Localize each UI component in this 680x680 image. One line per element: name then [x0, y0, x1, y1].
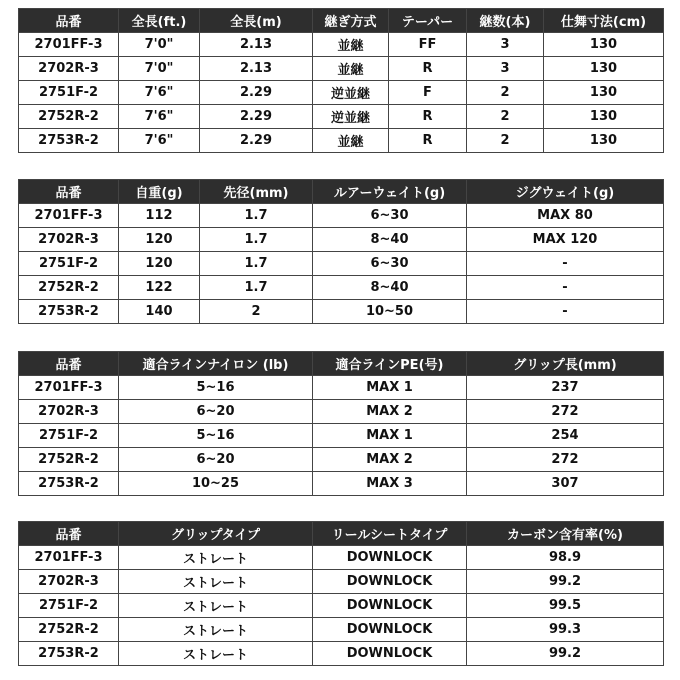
header-weight: 自重(g) [119, 180, 200, 204]
cell-length-ft: 7'0" [119, 33, 200, 57]
cell-tip-diameter: 1.7 [200, 204, 313, 228]
spec-table-weight [18, 179, 664, 324]
table-header-row [19, 9, 664, 33]
table-row [19, 448, 664, 472]
cell-reel-seat-type: DOWNLOCK [313, 546, 467, 570]
cell-model: 2751F-2 [19, 81, 119, 105]
cell-length-ft: 7'6" [119, 81, 200, 105]
table-row [19, 252, 664, 276]
table-row [19, 570, 664, 594]
cell-weight: 120 [119, 252, 200, 276]
header-carbon-content: カーボン含有率(%) [467, 522, 664, 546]
table-row [19, 204, 664, 228]
cell-lure-weight: 8~40 [313, 276, 467, 300]
cell-pieces: 2 [467, 81, 544, 105]
header-taper: テーパー [389, 9, 467, 33]
cell-model: 2701FF-3 [19, 376, 119, 400]
cell-weight: 112 [119, 204, 200, 228]
cell-length-m: 2.29 [200, 129, 313, 153]
cell-grip-length: 272 [467, 400, 664, 424]
cell-model: 2753R-2 [19, 642, 119, 666]
header-line-pe: 適合ラインPE(号) [313, 352, 467, 376]
cell-length-ft: 7'0" [119, 57, 200, 81]
cell-tip-diameter: 2 [200, 300, 313, 324]
table-row [19, 472, 664, 496]
header-model: 品番 [19, 352, 119, 376]
cell-pieces: 3 [467, 57, 544, 81]
cell-line-pe: MAX 1 [313, 424, 467, 448]
cell-reel-seat-type: DOWNLOCK [313, 594, 467, 618]
cell-lure-weight: 6~30 [313, 252, 467, 276]
cell-grip-length: 237 [467, 376, 664, 400]
cell-model: 2702R-3 [19, 400, 119, 424]
table-row [19, 546, 664, 570]
table-header-row [19, 522, 664, 546]
header-model: 品番 [19, 9, 119, 33]
cell-line-pe: MAX 3 [313, 472, 467, 496]
cell-closed-length: 130 [544, 57, 664, 81]
cell-model: 2753R-2 [19, 300, 119, 324]
cell-grip-length: 254 [467, 424, 664, 448]
header-lure-weight: ルアーウェイト(g) [313, 180, 467, 204]
table-row [19, 642, 664, 666]
cell-taper: R [389, 129, 467, 153]
cell-jig-weight: - [467, 252, 664, 276]
cell-line-nylon: 6~20 [119, 448, 313, 472]
cell-grip-type: ストレート [119, 570, 313, 594]
table-row [19, 424, 664, 448]
table-row [19, 57, 664, 81]
cell-closed-length: 130 [544, 81, 664, 105]
cell-tip-diameter: 1.7 [200, 276, 313, 300]
cell-grip-length: 272 [467, 448, 664, 472]
table-row [19, 594, 664, 618]
cell-carbon-content: 99.3 [467, 618, 664, 642]
header-joint-type: 継ぎ方式 [313, 9, 389, 33]
cell-pieces: 2 [467, 129, 544, 153]
cell-model: 2751F-2 [19, 594, 119, 618]
cell-jig-weight: - [467, 276, 664, 300]
cell-taper: R [389, 105, 467, 129]
cell-length-m: 2.29 [200, 81, 313, 105]
cell-taper: FF [389, 33, 467, 57]
table-row [19, 105, 664, 129]
cell-joint-type: 並継 [313, 57, 389, 81]
cell-reel-seat-type: DOWNLOCK [313, 618, 467, 642]
cell-grip-type: ストレート [119, 642, 313, 666]
table-row [19, 33, 664, 57]
cell-tip-diameter: 1.7 [200, 252, 313, 276]
cell-line-pe: MAX 2 [313, 400, 467, 424]
cell-closed-length: 130 [544, 105, 664, 129]
cell-length-m: 2.29 [200, 105, 313, 129]
table-row [19, 129, 664, 153]
cell-taper: F [389, 81, 467, 105]
table-row [19, 376, 664, 400]
cell-closed-length: 130 [544, 33, 664, 57]
cell-grip-type: ストレート [119, 618, 313, 642]
cell-carbon-content: 99.2 [467, 570, 664, 594]
cell-grip-type: ストレート [119, 594, 313, 618]
cell-model: 2702R-3 [19, 57, 119, 81]
cell-closed-length: 130 [544, 129, 664, 153]
cell-line-nylon: 5~16 [119, 376, 313, 400]
cell-jig-weight: MAX 120 [467, 228, 664, 252]
cell-model: 2752R-2 [19, 618, 119, 642]
cell-model: 2751F-2 [19, 252, 119, 276]
cell-joint-type: 逆並継 [313, 81, 389, 105]
table-row [19, 81, 664, 105]
cell-line-nylon: 10~25 [119, 472, 313, 496]
header-model: 品番 [19, 522, 119, 546]
cell-model: 2751F-2 [19, 424, 119, 448]
cell-reel-seat-type: DOWNLOCK [313, 570, 467, 594]
cell-model: 2701FF-3 [19, 546, 119, 570]
cell-model: 2702R-3 [19, 570, 119, 594]
cell-grip-type: ストレート [119, 546, 313, 570]
header-tip-diameter: 先径(mm) [200, 180, 313, 204]
header-model: 品番 [19, 180, 119, 204]
cell-model: 2701FF-3 [19, 204, 119, 228]
cell-weight: 122 [119, 276, 200, 300]
cell-length-ft: 7'6" [119, 105, 200, 129]
header-reel-seat-type: リールシートタイプ [313, 522, 467, 546]
table-row [19, 228, 664, 252]
table-row [19, 300, 664, 324]
cell-model: 2701FF-3 [19, 33, 119, 57]
cell-line-nylon: 5~16 [119, 424, 313, 448]
spec-table-length [18, 8, 664, 153]
cell-pieces: 3 [467, 33, 544, 57]
cell-tip-diameter: 1.7 [200, 228, 313, 252]
header-pieces: 継数(本) [467, 9, 544, 33]
cell-model: 2702R-3 [19, 228, 119, 252]
cell-grip-length: 307 [467, 472, 664, 496]
header-grip-length: グリップ長(mm) [467, 352, 664, 376]
cell-joint-type: 並継 [313, 33, 389, 57]
cell-length-m: 2.13 [200, 57, 313, 81]
cell-lure-weight: 6~30 [313, 204, 467, 228]
header-grip-type: グリップタイプ [119, 522, 313, 546]
cell-jig-weight: MAX 80 [467, 204, 664, 228]
cell-joint-type: 逆並継 [313, 105, 389, 129]
cell-model: 2753R-2 [19, 129, 119, 153]
cell-pieces: 2 [467, 105, 544, 129]
table-header-row [19, 180, 664, 204]
cell-line-pe: MAX 2 [313, 448, 467, 472]
header-length-m: 全長(m) [200, 9, 313, 33]
cell-carbon-content: 99.5 [467, 594, 664, 618]
cell-taper: R [389, 57, 467, 81]
cell-reel-seat-type: DOWNLOCK [313, 642, 467, 666]
cell-carbon-content: 98.9 [467, 546, 664, 570]
header-jig-weight: ジグウェイト(g) [467, 180, 664, 204]
cell-model: 2752R-2 [19, 448, 119, 472]
cell-lure-weight: 8~40 [313, 228, 467, 252]
cell-model: 2753R-2 [19, 472, 119, 496]
cell-weight: 140 [119, 300, 200, 324]
cell-length-ft: 7'6" [119, 129, 200, 153]
header-line-nylon: 適合ラインナイロン (lb) [119, 352, 313, 376]
table-row [19, 618, 664, 642]
cell-lure-weight: 10~50 [313, 300, 467, 324]
table-row [19, 276, 664, 300]
cell-joint-type: 並継 [313, 129, 389, 153]
cell-carbon-content: 99.2 [467, 642, 664, 666]
cell-model: 2752R-2 [19, 276, 119, 300]
table-row [19, 400, 664, 424]
cell-line-nylon: 6~20 [119, 400, 313, 424]
cell-jig-weight: - [467, 300, 664, 324]
header-length-ft: 全長(ft.) [119, 9, 200, 33]
cell-weight: 120 [119, 228, 200, 252]
spec-table-line [18, 351, 664, 496]
cell-length-m: 2.13 [200, 33, 313, 57]
cell-model: 2752R-2 [19, 105, 119, 129]
table-header-row [19, 352, 664, 376]
spec-table-material [18, 521, 664, 666]
cell-line-pe: MAX 1 [313, 376, 467, 400]
header-closed-length: 仕舞寸法(cm) [544, 9, 664, 33]
